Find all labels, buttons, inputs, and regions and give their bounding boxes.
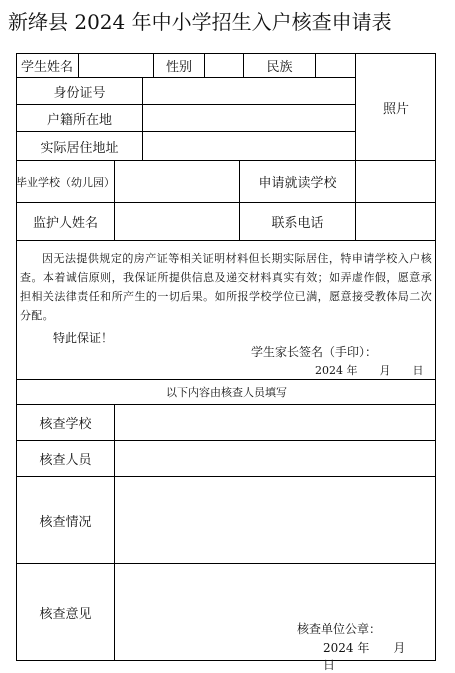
contact-phone-label: 联系电话 (240, 203, 356, 241)
verify-school-field[interactable] (115, 405, 436, 441)
verify-situation-label: 核查情况 (17, 477, 115, 564)
gender-field[interactable] (205, 54, 244, 78)
verify-inspector-label: 核查人员 (17, 441, 115, 477)
verification-notice: 以下内容由核查人员填写 (17, 380, 436, 405)
stamp-label: 核查单位公章： (297, 622, 382, 636)
guarantee-statement (17, 241, 436, 380)
form-title: 新绛县 2024 年中小学招生入户核查申请表 (8, 10, 392, 34)
verify-inspector-field[interactable] (115, 441, 436, 477)
statement-date: 2024 年 月 日 (315, 364, 424, 377)
ethnicity-field[interactable] (316, 54, 356, 78)
applied-school-label: 申请就读学校 (240, 161, 356, 203)
applied-school-field[interactable] (356, 161, 436, 203)
actual-address-field[interactable] (143, 132, 356, 161)
household-location-field[interactable] (143, 105, 356, 132)
id-number-label: 身份证号 (17, 78, 143, 105)
graduated-school-label: 毕业学校（幼儿园） (17, 161, 115, 203)
gender-label: 性别 (154, 54, 205, 78)
photo-label: 照片 (382, 101, 409, 117)
verify-situation-field[interactable] (115, 477, 436, 564)
photo-box[interactable] (356, 54, 436, 161)
student-name-label: 学生姓名 (17, 54, 79, 78)
verification-date: 2024 年 月 日 (323, 641, 430, 672)
parent-signature-label: 学生家长签名（手印）： (251, 345, 378, 359)
student-name-field[interactable] (79, 54, 154, 78)
guardian-name-field[interactable] (115, 203, 240, 241)
graduated-school-field[interactable] (115, 161, 240, 203)
id-number-field[interactable] (143, 78, 356, 105)
statement-closing: 特此保证！ (53, 331, 114, 345)
household-location-label: 户籍所在地 (17, 105, 143, 132)
ethnicity-label: 民族 (244, 54, 316, 78)
contact-phone-field[interactable] (356, 203, 436, 241)
guardian-name-label: 监护人姓名 (17, 203, 115, 241)
actual-address-label: 实际居住地址 (17, 132, 143, 161)
verify-school-label: 核查学校 (17, 405, 115, 441)
application-form (16, 53, 436, 672)
verify-opinion-label: 核查意见 (17, 564, 115, 660)
statement-paragraph: 因无法提供规定的房产证等相关证明材料但长期实际居住，特申请学校入户核查。本着诚信原则，我保证所提供信息及递交材料真实有效；如弄虚作假，愿意承担相关法律责任和所产生的一切后果。如所报学校学位已满，愿意接受教体局二次分配。 (20, 252, 432, 322)
